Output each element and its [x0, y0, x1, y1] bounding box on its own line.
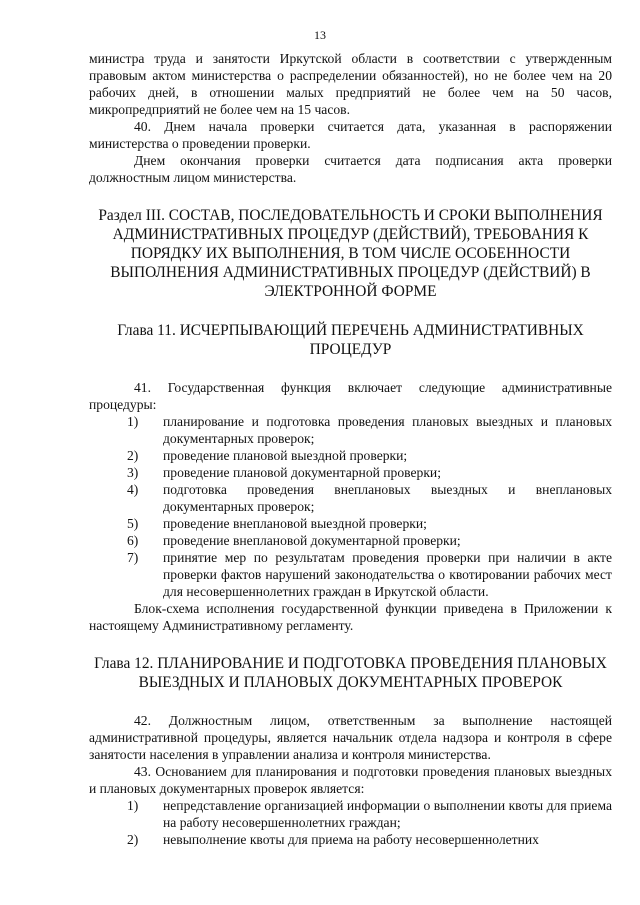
paragraph-intro-continued: министра труда и занятости Иркутской области в соответствии с утвержденным правовым актом министерства о распределении обязанностей), но не более чем на 20 рабочих дней, в отношении малых предприятий не более чем на 50 часов, микропредприятий не более чем на 15 часов. — [89, 51, 612, 117]
list-item — [89, 549, 612, 600]
list-item-number: 4) — [127, 482, 139, 497]
list-item-number: 1) — [127, 414, 139, 429]
chapter-11-heading: Глава 11. ИСЧЕРПЫВАЮЩИЙ ПЕРЕЧЕНЬ АДМИНИСТРАТИВНЫХ ПРОЦЕДУР — [117, 322, 584, 358]
list-item-text: планирование и подготовка проведения плановых выездных и плановых документарных проверок; — [163, 414, 612, 446]
paragraph-flowchart-reference: Блок-схема исполнения государственной функции приведена в Приложении к настоящему Административному регламенту. — [89, 601, 612, 633]
list-item-text: проведение плановой документарной проверки; — [163, 465, 441, 480]
paragraph-43: 43. Основанием для планирования и подготовки проведения плановых выездных и плановых документарных проверок является: — [89, 764, 612, 796]
list-item-text: проведение внеплановой выездной проверки; — [163, 516, 427, 531]
page-number: 13 — [314, 28, 326, 42]
list-item — [89, 413, 612, 447]
list-item-number: 3) — [127, 465, 139, 480]
section-3-heading: Раздел III. СОСТАВ, ПОСЛЕДОВАТЕЛЬНОСТЬ И СРОКИ ВЫПОЛНЕНИЯ АДМИНИСТРАТИВНЫХ ПРОЦЕДУР (ДЕЙСТВИЙ), ТРЕБОВАНИЯ К ПОРЯДКУ ИХ ВЫПОЛНЕНИЯ, В ТОМ ЧИСЛЕ ОСОБЕННОСТИ ВЫПОЛНЕНИЯ АДМИНИСТРАТИВНЫХ ПРОЦЕДУР (ДЕЙСТВИЙ) В ЭЛЕКТРОННОЙ ФОРМЕ — [98, 207, 603, 300]
paragraph-41: 41. Государственная функция включает следующие административные процедуры: — [89, 380, 612, 412]
list-item-text: проведение внеплановой документарной проверки; — [163, 533, 461, 548]
chapter-12-heading: Глава 12. ПЛАНИРОВАНИЕ И ПОДГОТОВКА ПРОВЕДЕНИЯ ПЛАНОВЫХ ВЫЕЗДНЫХ И ПЛАНОВЫХ ДОКУМЕНТАРНЫХ ПРОВЕРОК — [94, 655, 607, 691]
list-item-text: непредставление организацией информации о выполнении квоты для приема на работу несовершеннолетних граждан; — [163, 798, 612, 830]
list-item-number: 2) — [127, 448, 139, 463]
list-item-text: подготовка проведения внеплановых выездных и внеплановых документарных проверок; — [163, 482, 612, 514]
document-body — [89, 50, 612, 848]
list-item-text: невыполнение квоты для приема на работу несовершеннолетних — [163, 832, 539, 847]
paragraph-end-date: Днем окончания проверки считается дата подписания акта проверки должностным лицом министерства. — [89, 153, 612, 185]
list-item — [89, 515, 612, 532]
list-item — [89, 797, 612, 831]
list-item-number: 5) — [127, 516, 139, 531]
list-item-number: 6) — [127, 533, 139, 548]
list-item-text: проведение плановой выездной проверки; — [163, 448, 408, 463]
list-item — [89, 532, 612, 549]
list-item — [89, 447, 612, 464]
list-item — [89, 481, 612, 515]
list-item — [89, 464, 612, 481]
list-item-number: 2) — [127, 832, 139, 847]
list-item — [89, 831, 612, 848]
paragraph-40: 40. Днем начала проверки считается дата, указанная в распоряжении министерства о проведении проверки. — [89, 119, 612, 151]
list-item-text: принятие мер по результатам проведения проверки при наличии в акте проверки фактов нарушений законодательства о квотировании рабочих мест для несовершеннолетних граждан в Иркутской области. — [163, 550, 612, 599]
paragraph-42: 42. Должностным лицом, ответственным за выполнение настоящей административной процедуры, является начальник отдела надзора и контроля в сфере занятости населения в управлении анализа и контроля министерства. — [89, 713, 612, 762]
list-item-number: 7) — [127, 550, 139, 565]
list-item-number: 1) — [127, 798, 139, 813]
